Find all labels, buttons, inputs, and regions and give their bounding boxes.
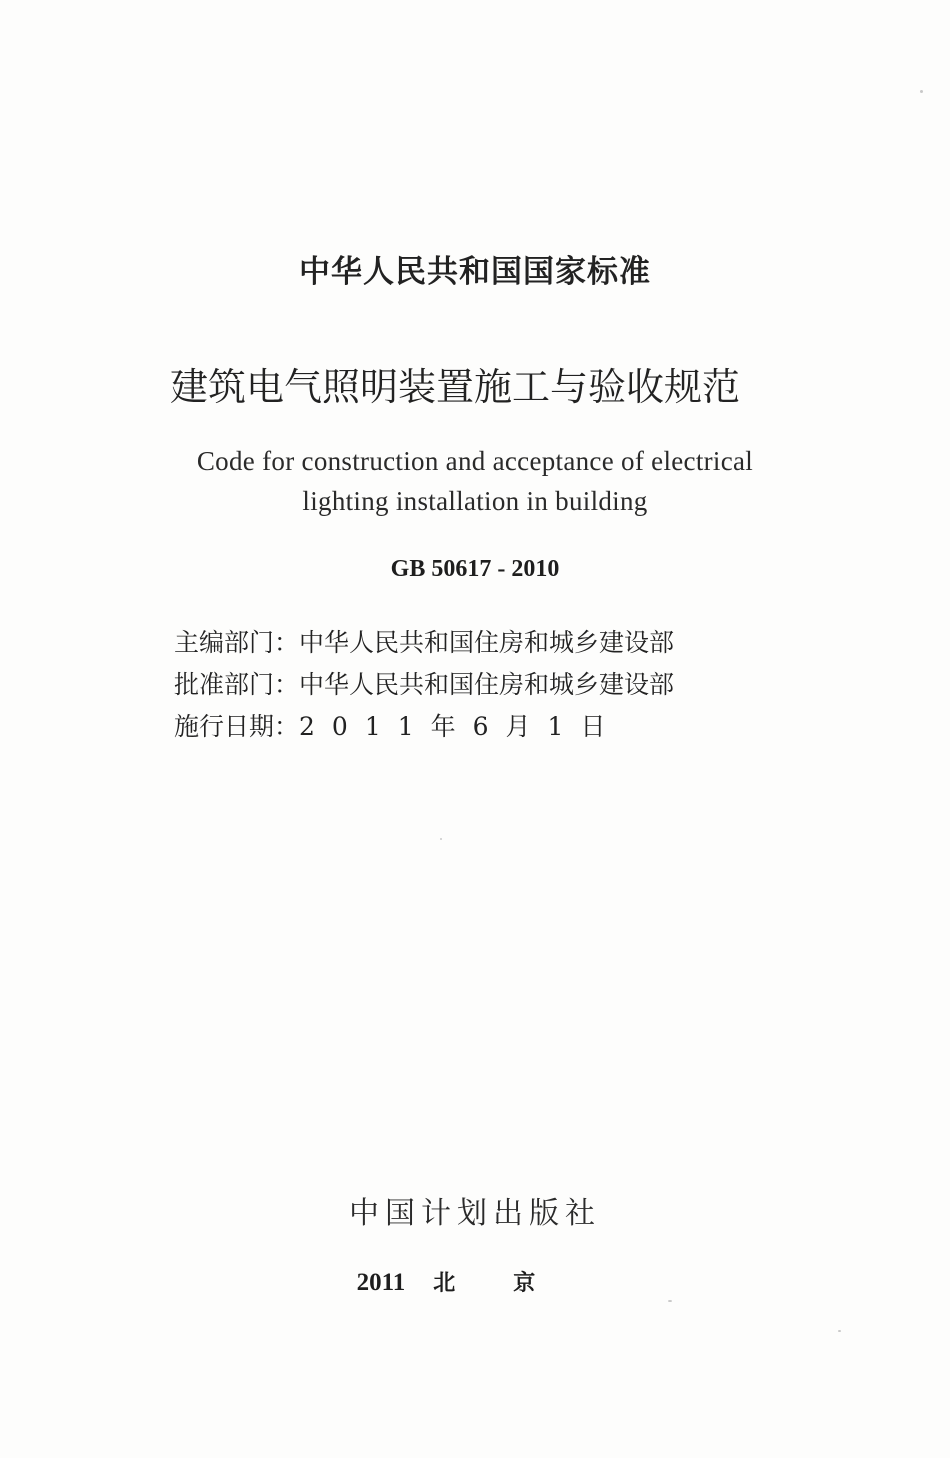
english-title [0,441,950,521]
imprint-year: 2011 [356,1269,406,1296]
editor-label: 主编部门： [174,628,300,657]
publisher-name: 中国计划出版社 [349,1196,601,1231]
approver-row [174,664,674,706]
editor-value: 中华人民共和国住房和城乡建设部 [299,628,675,657]
editor-row [174,622,674,664]
effective-date-value: 2011年6月1日 [299,712,623,741]
scan-speck [838,1330,841,1332]
english-title-line-1: Code for construction and acceptance of electrical [196,446,754,476]
chinese-title: 建筑电气照明装置施工与验收规范 [169,365,740,409]
english-title-line-2: lighting installation in building [302,486,648,516]
approver-value: 中华人民共和国住房和城乡建设部 [299,670,675,699]
effective-date-row [174,706,674,748]
approver-label: 批准部门： [174,670,300,699]
standard-code: GB 50617 - 2010 [390,556,560,582]
imprint-line [0,1266,950,1297]
scan-speck [920,90,923,93]
imprint-city: 北京 [433,1271,594,1296]
metadata-block [174,622,674,748]
scan-speck [440,838,442,840]
scan-speck [668,1300,672,1302]
standard-header: 中华人民共和国国家标准 [299,254,651,290]
effective-date-label: 施行日期： [174,712,300,741]
